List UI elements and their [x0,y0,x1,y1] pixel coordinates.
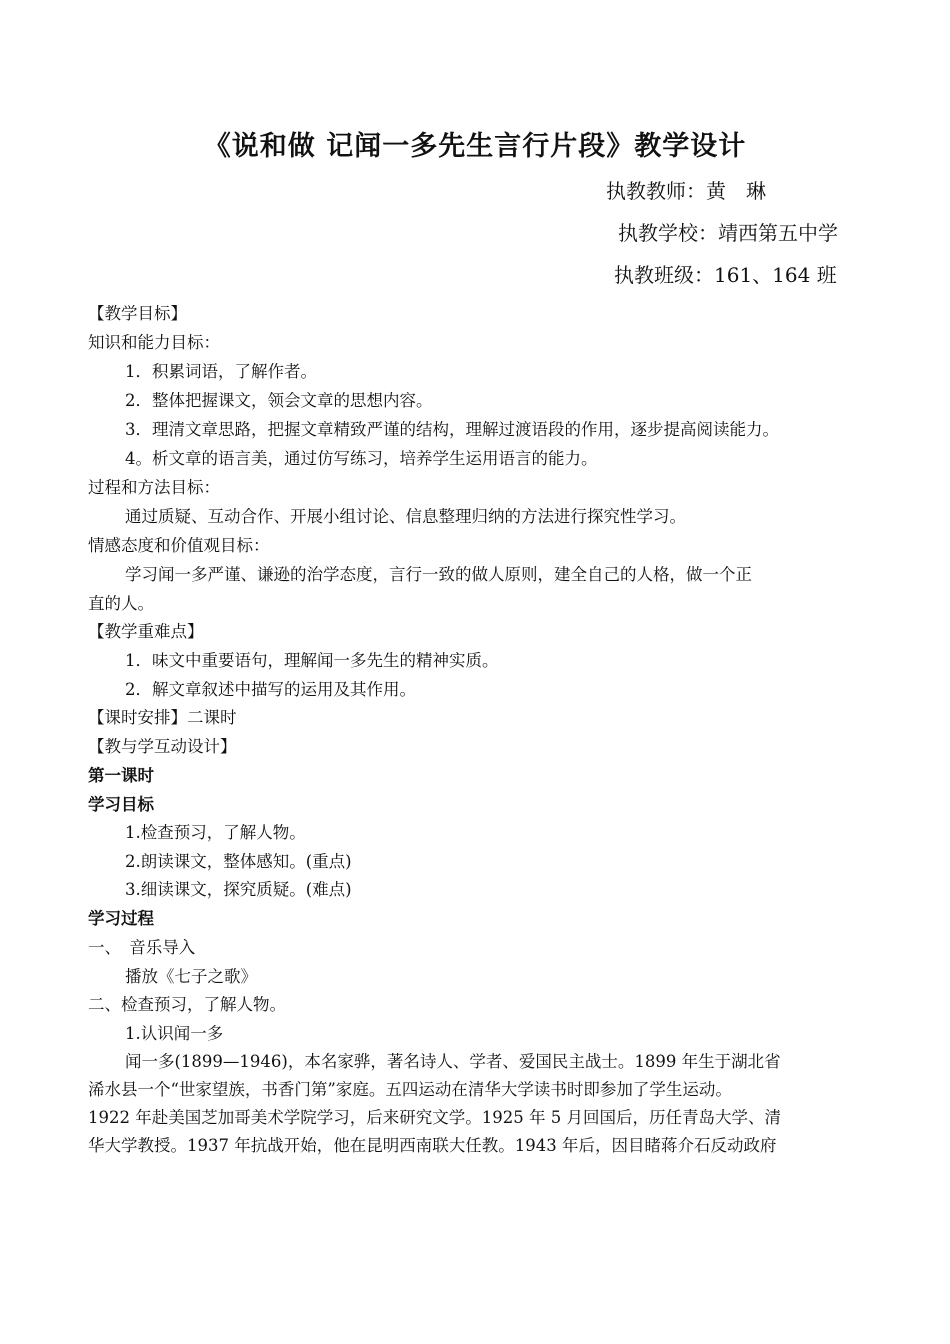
list-item: 2．解文章叙述中描写的运用及其作用。 [125,680,416,699]
class-line: 执教班级：161、164 班 [614,263,837,287]
section-heading: 【课时安排】二课时 [88,708,237,727]
teacher-line: 执教教师：黄 琳 [606,179,766,203]
list-item: 1．味文中重要语句，理解闻一多先生的精神实质。 [125,651,499,670]
section-heading: 【教与学互动设计】 [88,737,237,756]
paragraph-line: 1922 年赴美国芝加哥美术学院学习，后来研究文学。1925 年 5 月回国后，历任青岛大学、清 [88,1108,781,1127]
list-item: 3．理清文章思路，把握文章精致严谨的结构，理解过渡语段的作用，逐步提高阅读能力。 [125,420,779,439]
section-heading: 【教学目标】 [88,304,187,323]
step-heading: 二、检查预习，了解人物。 [88,995,286,1014]
list-item: 2.朗读课文，整体感知。(重点) [125,852,352,871]
process-heading: 学习过程 [88,909,154,928]
sub-heading: 过程和方法目标： [88,478,220,497]
objectives-heading: 学习目标 [88,795,154,814]
section-heading: 【教学重难点】 [88,622,204,641]
list-item: 4。析文章的语言美，通过仿写练习，培养学生运用语言的能力。 [125,449,598,468]
school-line: 执教学校：靖西第五中学 [618,221,838,245]
paragraph-line: 播放《七子之歌》 [125,967,257,986]
list-item: 1.检查预习，了解人物。 [125,823,306,842]
list-item: 3.细读课文，探究质疑。(难点) [125,880,352,899]
paragraph-line: 学习闻一多严谨、谦逊的治学态度，言行一致的做人原则，建全自己的人格，做一个正 [125,565,752,584]
step-heading: 一、 音乐导入 [88,938,196,957]
paragraph-line: 浠水县一个“世家望族，书香门第”家庭。五四运动在清华大学读书时即参加了学生运动。 [88,1080,732,1099]
paragraph-line: 华大学教授。1937 年抗战开始，他在昆明西南联大任教。1943 年后，因目睹蒋介石反动政府 [88,1136,777,1155]
paragraph-line: 闻一多(1899—1946)，本名家骅，著名诗人、学者、爱国民主战士。1899 年生于湖北省 [125,1052,781,1071]
list-item: 2．整体把握课文，领会文章的思想内容。 [125,391,433,410]
list-item: 1.认识闻一多 [125,1024,224,1043]
list-item: 1．积累词语，了解作者。 [125,362,317,381]
sub-heading: 情感态度和价值观目标： [88,536,270,555]
sub-heading: 知识和能力目标： [88,333,220,352]
document-title: 《说和做 记闻一多先生言行片段》教学设计 [203,131,747,162]
paragraph-line: 直的人。 [88,594,154,613]
lesson-heading: 第一课时 [88,766,154,785]
paragraph-line: 通过质疑、互动合作、开展小组讨论、信息整理归纳的方法进行探究性学习。 [125,507,686,526]
